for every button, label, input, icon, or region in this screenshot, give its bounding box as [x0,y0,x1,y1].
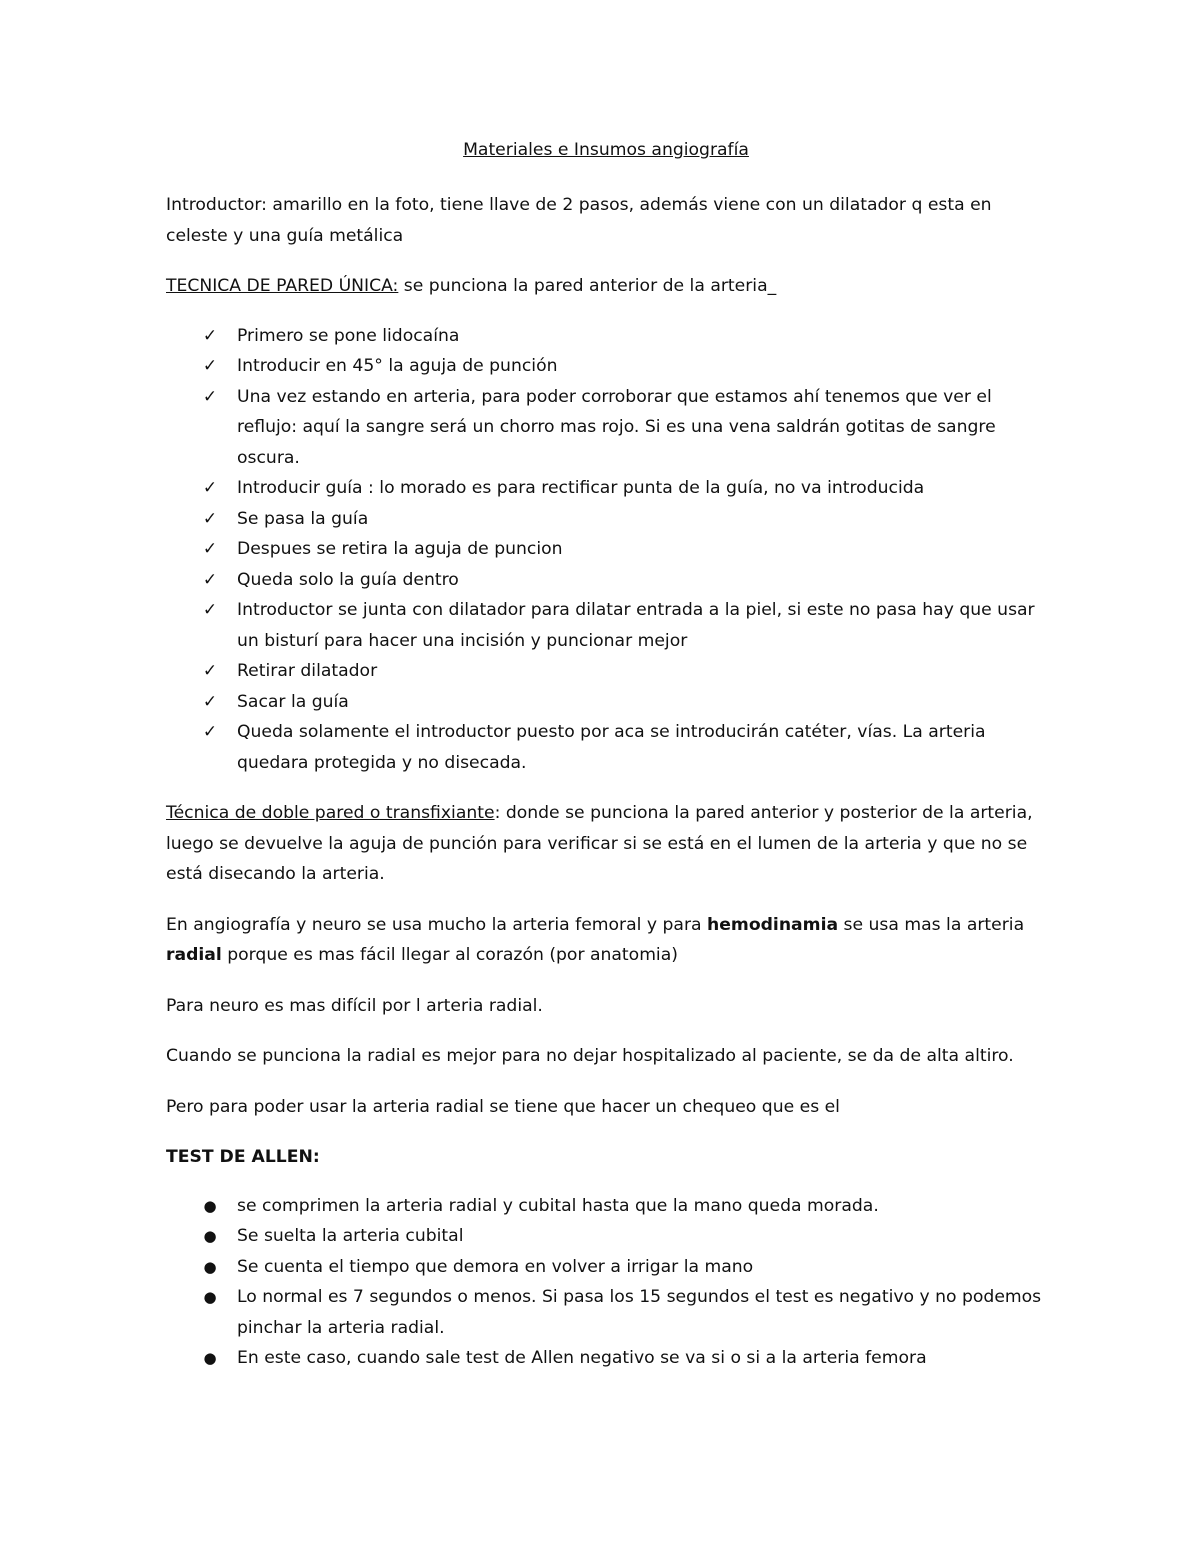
tecnica-doble-label: Técnica de doble pared o transfixiante [166,803,495,823]
tecnica-doble-paragraph [166,798,1046,890]
angiografia-paragraph [166,910,1046,971]
check-mark-icon: ✓ [202,661,218,681]
check-mark-icon: ✓ [202,356,218,376]
document-page [166,140,1046,1394]
document-title: Materiales e Insumos angiografía [463,140,749,160]
step-text: Una vez estando en arteria, para poder corroborar que estamos ahí tenemos que ver el reflujo: aquí la sangre será un chorro mas rojo. Si es una vena saldrán gotitas de sangre oscura. [237,386,996,468]
step-text: Primero se pone lidocaína [237,325,460,346]
list-item [166,351,1046,382]
intro-paragraph: Introductor: amarillo en la foto, tiene llave de 2 pasos, además viene con un dilatador q esta en celeste y una guía metálica [166,195,992,246]
step-text: Introductor se junta con dilatador para dilatar entrada a la piel, si este no pasa hay que usar un bisturí para hacer una incisión y puncionar mejor [237,600,1035,651]
step-text: Retirar dilatador [237,661,378,681]
check-mark-icon: ✓ [202,539,218,559]
step-text: Introducir guía : lo morado es para rectificar punta de la guía, no va introducida [237,478,925,498]
chequeo-paragraph: Pero para poder usar la arteria radial se tiene que hacer un chequeo que es el [166,1096,840,1117]
list-item [166,656,1046,687]
step-text: Queda solo la guía dentro [237,569,459,590]
allen-item-text: Se suelta la arteria cubital [237,1226,464,1246]
check-mark-icon: ✓ [202,569,218,590]
tecnica-unica-label: TECNICA DE PARED ÚNICA: [166,276,399,296]
text-run: se usa mas la arteria [838,914,1025,935]
bullet-icon: ● [203,1196,217,1215]
allen-item-text: Lo normal es 7 segundos o menos. Si pasa los 15 segundos el test es negativo y no podemos pinchar la arteria radial. [237,1287,1042,1338]
allen-item-text: se comprimen la arteria radial y cubital hasta que la mano queda morada. [237,1195,879,1216]
check-mark-icon: ✓ [202,691,218,712]
step-text: Despues se retira la aguja de puncion [237,539,563,559]
step-text: Queda solamente el introductor puesto por aca se introducirán catéter, vías. La arteria quedara protegida y no disecada. [237,722,986,773]
list-item [166,1221,1046,1252]
tecnica-unica-steps [166,321,1046,779]
check-mark-icon: ✓ [202,600,218,620]
list-item [166,717,1046,778]
bold-term-hemodinamia: hemodinamia [707,914,839,935]
bullet-icon: ● [203,1257,217,1276]
step-text: Sacar la guía [237,691,349,712]
list-item [166,1282,1046,1343]
tecnica-doble-text: : donde se punciona la pared anterior y posterior de la arteria, luego se devuelve la aguja de punción para verificar si se está en el lumen de la arteria y que no se está disecando la arteria. [166,803,1033,884]
check-mark-icon: ✓ [202,325,218,346]
list-item [166,595,1046,656]
allen-heading: TEST DE ALLEN: [166,1147,320,1167]
tecnica-unica-text: se punciona la pared anterior de la arteria_ [398,276,777,296]
bullet-icon: ● [203,1288,217,1306]
bullet-icon: ● [203,1349,217,1367]
list-item [166,473,1046,504]
check-mark-icon: ✓ [202,508,218,529]
check-mark-icon: ✓ [202,386,218,407]
step-text: Introducir en 45° la aguja de punción [237,356,558,376]
list-item [166,1343,1046,1374]
text-run: porque es mas fácil llegar al corazón (por anatomia) [221,945,678,965]
allen-steps [166,1191,1046,1374]
bullet-icon: ● [203,1227,217,1245]
list-item [166,565,1046,596]
check-mark-icon: ✓ [202,478,218,498]
bold-term-radial: radial [166,945,222,965]
radial-paragraph: Cuando se punciona la radial es mejor para no dejar hospitalizado al paciente, se da de alta altiro. [166,1046,1014,1066]
list-item [166,1191,1046,1222]
step-text: Se pasa la guía [237,508,369,529]
allen-item-text: En este caso, cuando sale test de Allen negativo se va si o si a la arteria femora [237,1348,927,1368]
allen-item-text: Se cuenta el tiempo que demora en volver a irrigar la mano [237,1256,754,1277]
list-item [166,1252,1046,1283]
list-item [166,687,1046,718]
tecnica-unica-paragraph [166,271,1046,302]
check-mark-icon: ✓ [202,722,218,742]
list-item [166,321,1046,352]
neuro-paragraph: Para neuro es mas difícil por l arteria radial. [166,995,543,1016]
list-item [166,534,1046,565]
text-run: En angiografía y neuro se usa mucho la arteria femoral y para [166,914,708,935]
list-item [166,382,1046,474]
list-item [166,504,1046,535]
